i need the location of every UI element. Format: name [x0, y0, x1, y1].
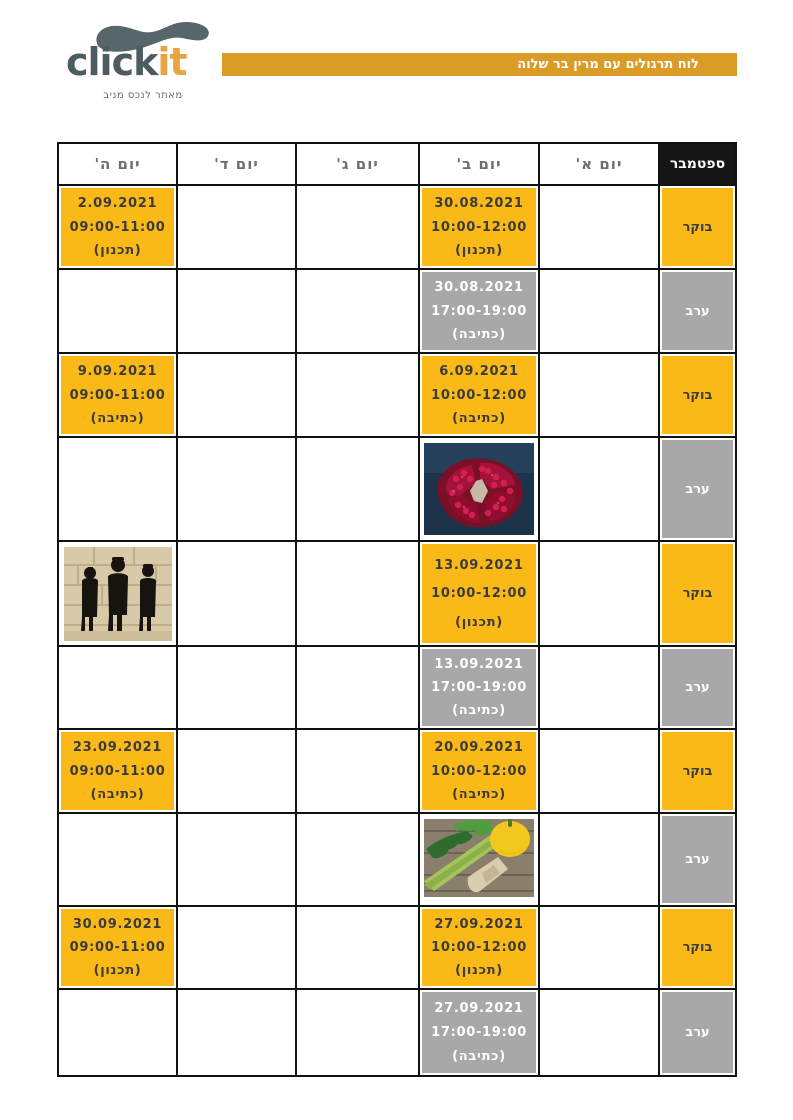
logo-word-click: click — [66, 40, 158, 84]
empty-cell — [297, 438, 418, 540]
event-date: 30.08.2021 — [434, 196, 524, 212]
logo-word-it: it — [157, 40, 187, 84]
period-label: בוקר — [662, 544, 733, 643]
period-label: בוקר — [662, 188, 733, 266]
empty-cell — [540, 990, 658, 1075]
event-block — [422, 272, 536, 350]
period-label: ערב — [662, 992, 733, 1073]
empty-cell — [178, 186, 295, 268]
day-header-sunday: יום א' — [540, 144, 658, 184]
event-note: (תכנון) — [455, 242, 503, 258]
empty-cell — [297, 814, 418, 905]
empty-cell — [540, 354, 658, 436]
period-label-cell — [660, 542, 735, 645]
event-cell — [59, 907, 176, 988]
empty-cell — [540, 647, 658, 728]
page-title-banner: לוח תרגולים עם מרין בר שלוה — [222, 53, 737, 76]
period-label-cell — [660, 354, 735, 436]
empty-cell — [297, 647, 418, 728]
event-date: 27.09.2021 — [434, 917, 524, 932]
empty-cell — [540, 814, 658, 905]
image-cell — [59, 542, 176, 645]
four-species-image — [424, 819, 534, 897]
event-block — [61, 909, 174, 986]
event-date: 30.08.2021 — [434, 280, 524, 296]
period-label: ערב — [662, 440, 733, 538]
day-header-thursday: יום ה' — [59, 144, 176, 184]
day-header-tuesday: יום ג' — [297, 144, 418, 184]
event-cell — [420, 647, 538, 728]
event-note: (כתיבה) — [452, 786, 506, 802]
period-label-cell — [660, 907, 735, 988]
event-block — [61, 356, 174, 434]
empty-cell — [540, 907, 658, 988]
event-time: 10:00-12:00 — [431, 586, 527, 601]
period-label-cell — [660, 270, 735, 352]
event-date: 2.09.2021 — [77, 196, 158, 212]
empty-cell — [178, 990, 295, 1075]
image-cell — [420, 814, 538, 905]
empty-cell — [178, 730, 295, 812]
logo-wordmark — [66, 40, 187, 84]
event-block — [422, 909, 536, 986]
period-label-cell — [660, 438, 735, 540]
event-cell — [420, 990, 538, 1075]
event-note: (כתיבה) — [452, 1049, 506, 1064]
event-block — [422, 188, 536, 266]
pomegranate-image — [424, 443, 534, 535]
event-cell — [59, 354, 176, 436]
empty-cell — [178, 647, 295, 728]
empty-cell — [59, 814, 176, 905]
image-cell — [420, 438, 538, 540]
period-label: בוקר — [662, 909, 733, 986]
empty-cell — [540, 438, 658, 540]
event-cell — [420, 907, 538, 988]
event-cell — [59, 186, 176, 268]
empty-cell — [178, 814, 295, 905]
event-time: 09:00-11:00 — [69, 940, 166, 955]
event-cell — [420, 186, 538, 268]
empty-cell — [540, 730, 658, 812]
event-block — [61, 732, 174, 810]
period-label-cell — [660, 730, 735, 812]
empty-cell — [178, 270, 295, 352]
day-header-wednesday: יום ד' — [178, 144, 295, 184]
event-time: 17:00-19:00 — [431, 680, 527, 695]
event-note: (כתיבה) — [452, 326, 506, 342]
event-date: 6.09.2021 — [439, 364, 519, 380]
event-date: 13.09.2021 — [434, 657, 524, 672]
event-note: (כתיבה) — [90, 786, 145, 802]
western-wall-image — [64, 547, 172, 641]
clickit-logo — [62, 14, 232, 106]
event-block — [422, 732, 536, 810]
period-label: ערב — [662, 816, 733, 903]
event-time: 10:00-12:00 — [431, 940, 527, 955]
period-label: ערב — [662, 272, 733, 350]
empty-cell — [297, 542, 418, 645]
period-label-cell — [660, 990, 735, 1075]
event-block — [422, 649, 536, 726]
event-block — [422, 356, 536, 434]
empty-cell — [59, 647, 176, 728]
event-date: 9.09.2021 — [77, 364, 158, 380]
event-note: (תכנון) — [455, 963, 503, 978]
event-date: 20.09.2021 — [434, 740, 524, 756]
event-cell — [420, 542, 538, 645]
period-label: בוקר — [662, 732, 733, 810]
event-date: 30.09.2021 — [72, 917, 163, 932]
empty-cell — [297, 730, 418, 812]
empty-cell — [297, 990, 418, 1075]
logo-tagline: מאתר לנכס מניב — [103, 90, 183, 101]
period-label-cell — [660, 186, 735, 268]
event-time: 09:00-11:00 — [69, 219, 166, 235]
event-time: 17:00-19:00 — [431, 1025, 527, 1040]
event-block — [61, 188, 174, 266]
event-time: 09:00-11:00 — [69, 387, 166, 403]
event-cell — [59, 730, 176, 812]
empty-cell — [178, 907, 295, 988]
event-cell — [420, 730, 538, 812]
event-note: (תכנון) — [93, 963, 142, 978]
empty-cell — [297, 270, 418, 352]
event-time: 10:00-12:00 — [431, 387, 527, 403]
event-note: (כתיבה) — [452, 703, 506, 718]
event-note: (תכנון) — [455, 614, 503, 630]
month-header: ספטמבר — [660, 144, 735, 184]
period-label-cell — [660, 814, 735, 905]
day-header-monday: יום ב' — [420, 144, 538, 184]
period-label-cell — [660, 647, 735, 728]
empty-cell — [297, 907, 418, 988]
event-note: (תכנון) — [93, 242, 142, 258]
empty-cell — [540, 186, 658, 268]
event-date: 27.09.2021 — [434, 1001, 524, 1016]
empty-cell — [178, 354, 295, 436]
event-date: 23.09.2021 — [72, 740, 163, 756]
empty-cell — [178, 438, 295, 540]
event-cell — [420, 354, 538, 436]
event-note: (כתיבה) — [452, 410, 506, 426]
period-label: ערב — [662, 649, 733, 726]
empty-cell — [297, 186, 418, 268]
empty-cell — [59, 990, 176, 1075]
empty-cell — [178, 542, 295, 645]
empty-cell — [540, 270, 658, 352]
event-note: (כתיבה) — [90, 410, 145, 426]
event-time: 09:00-11:00 — [69, 763, 166, 779]
event-time: 10:00-12:00 — [431, 763, 527, 779]
event-cell — [420, 270, 538, 352]
event-time: 10:00-12:00 — [431, 219, 527, 235]
empty-cell — [297, 354, 418, 436]
event-block — [422, 992, 536, 1073]
event-date: 13.09.2021 — [434, 557, 524, 573]
schedule-table — [57, 142, 737, 1077]
period-label: בוקר — [662, 356, 733, 434]
event-block — [422, 544, 536, 643]
empty-cell — [59, 270, 176, 352]
empty-cell — [540, 542, 658, 645]
event-time: 17:00-19:00 — [431, 303, 527, 319]
empty-cell — [59, 438, 176, 540]
